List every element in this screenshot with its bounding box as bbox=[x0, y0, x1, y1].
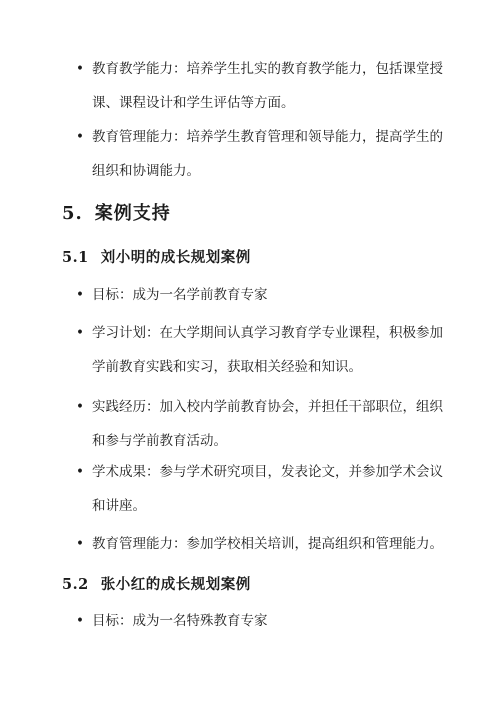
list-item-line: 学前教育实践和实习，获取相关经验和知识。 bbox=[92, 359, 362, 375]
section-heading bbox=[62, 199, 171, 225]
list-item bbox=[92, 527, 444, 561]
list-item-line: 实践经历：加入校内学前教育协会，并担任干部职位，组织 bbox=[92, 399, 443, 415]
list-item bbox=[92, 120, 444, 188]
list-item-line: 学习计划：在大学期间认真学习教育学专业课程，积极参加 bbox=[92, 325, 443, 341]
bullet-marker: • bbox=[76, 536, 84, 552]
list-item bbox=[92, 604, 444, 638]
list-item-line: 教育管理能力：培养学生教育管理和领导能力，提高学生的 bbox=[92, 129, 443, 145]
subsection-number: 5.2 bbox=[62, 576, 89, 593]
bullet-marker: • bbox=[76, 287, 84, 303]
section-title: 案例支持 bbox=[94, 203, 171, 224]
list-item bbox=[92, 316, 444, 384]
list-item-line: 和参与学前教育活动。 bbox=[92, 433, 227, 449]
list-item-line: 目标：成为一名特殊教育专家 bbox=[92, 613, 268, 629]
list-item-line: 教育教学能力：培养学生扎实的教育教学能力，包括课堂授 bbox=[92, 61, 443, 77]
list-item-line: 教育管理能力：参加学校相关培训，提高组织和管理能力。 bbox=[92, 536, 443, 552]
list-item bbox=[92, 52, 444, 120]
bullet-marker: • bbox=[76, 61, 84, 77]
section-number: 5. bbox=[62, 203, 83, 224]
bullet-marker: • bbox=[76, 613, 84, 629]
subsection-heading bbox=[62, 246, 251, 267]
list-item-line: 目标：成为一名学前教育专家 bbox=[92, 287, 268, 303]
subsection-heading bbox=[62, 573, 251, 594]
list-item-line: 课、课程设计和学生评估等方面。 bbox=[92, 95, 295, 111]
bullet-marker: • bbox=[76, 399, 84, 415]
subsection-title: 刘小明的成长规划案例 bbox=[100, 249, 251, 266]
list-item-line: 组织和协调能力。 bbox=[92, 163, 200, 179]
bullet-marker: • bbox=[76, 325, 84, 341]
bullet-marker: • bbox=[76, 129, 84, 145]
list-item bbox=[92, 278, 444, 312]
subsection-title: 张小红的成长规划案例 bbox=[100, 576, 251, 593]
bullet-marker: • bbox=[76, 464, 84, 480]
subsection-number: 5.1 bbox=[62, 249, 89, 266]
list-item-line: 和讲座。 bbox=[92, 498, 146, 514]
list-item bbox=[92, 455, 444, 523]
list-item bbox=[92, 390, 444, 458]
list-item-line: 学术成果：参与学术研究项目，发表论文，并参加学术会议 bbox=[92, 464, 443, 480]
